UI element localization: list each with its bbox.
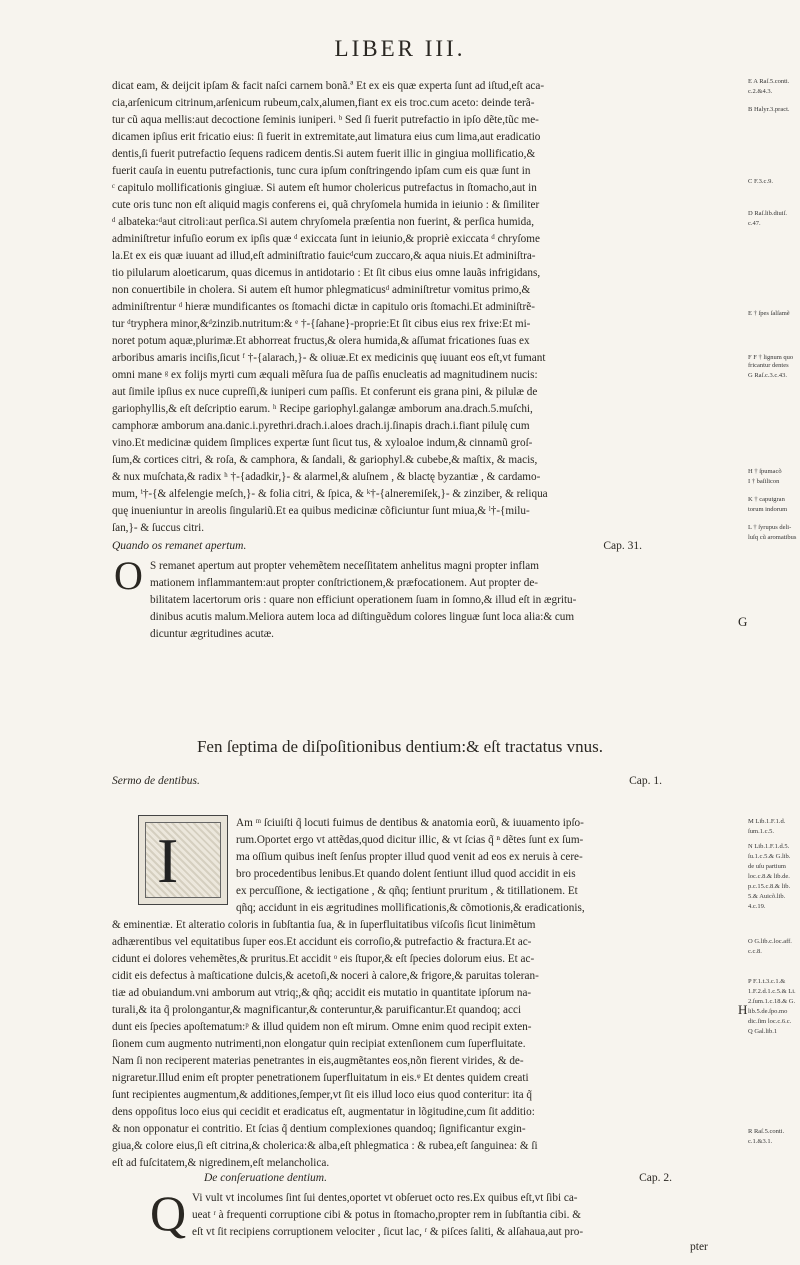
text-line: dicuntur ægritudines acutæ. [150,628,274,640]
text-line: dicamen ipſius erit fricatio eius: ſi fuerit in extremitate,aut limatura eius cum lima,aut eradicatio [112,131,541,143]
chapter-31-number: Cap. 31. [603,540,642,552]
text-line: adminiſtrentur ᵈ hieræ mundificantes os ſtomachi dictæ in capitulo oris ſtomachi.Et adminiſtrẽ- [112,301,535,313]
text-line: Nam ſi non reciperent materias penetrantes in eis,augmẽtantes eos,nõn fierent virides, & de- [112,1055,524,1067]
text-block-2 [150,575,742,643]
margin-note: R Raſ.5.conti. [748,1128,785,1135]
text-line: mationem inflammantem:aut propter conſtrictionem,& præfocationem. Aut propter de- [150,577,539,589]
margin-note: fricantur dentes [748,362,789,369]
drop-cap-q: Q [150,1185,187,1241]
text-line: adhærentibus vel equitatibus ſuper eos.Et accidunt eis corroſio,& putrefactio & fractura.Et ac- [112,936,532,948]
text-line: turali,& ita q̃ prolongantur,& magnificantur,& conteruntur,& paruificantur.Et quandoq; acci [112,1004,522,1016]
margin-note: G Raſ.c.3.c.43. [748,372,787,379]
margin-note: E † ſpes ſalſamẽ [748,310,790,317]
woodcut-initial [138,815,228,905]
text-block-4 [192,1190,742,1241]
margin-note: C F.3.c.9. [748,178,773,185]
text-line: & eminentiæ. Et alteratio coloris in ſubſtantia ſua, & in ſuperfluitatibus viſcoſis ſicut linimẽtum [112,919,536,931]
text-line: & nux muſchata,& radix ʰ †-{adadkir,}- & alarmel,& aluſnem , & blactę byzantiæ , & cardamo- [112,471,541,483]
margin-note: torum indorum [748,506,788,513]
margin-note: ſum.1.c.5. [748,828,774,835]
margin-note: O G.lib.c.loc.aff. [748,938,792,945]
text-line: cidit eis defectus à maſticatione dulcis,& acetoſi,& noceri à calore,& frigore,& paruitas toleran- [112,970,539,982]
margin-note: 4.c.19. [748,903,766,910]
text-line: mum, ⁱ†-{& alfelengie meſch,}- & folia citri, & ſpica, & ᵏ†-{alneremiſek,}- & zinziber, & reliqua [112,488,548,500]
chapter-31-title: Quando os remanet apertum. [112,540,247,552]
margin-note: ſu.1.c.5.& G.lib. [748,853,791,860]
text-line: dentis,ſi fuerit putrefactio ſequens radicem dentis.Si autem fuerit illic in gingiua mollificatio,& [112,148,536,160]
text-line: la.Et ex eis quæ iuuant ad illud,eſt adminiſtratio fauicᵈcum zuccaro,& aqua niuis.Et adminiſtra- [112,250,536,262]
text-line: Vi vult vt incolumes ſint ſui dentes,oportet vt obſeruet octo res.Ex quibus eſt,vt ſibi ca- [192,1192,578,1204]
drop-cap-o: O [114,553,143,598]
text-line: tur ᵈtryphera minor,&ᵈzinzib.nutritum:& ᵉ †-{ſahane}-proprie:Et ſit cibus eius rex friɤe:Et mi- [112,318,531,330]
text-block-3 [112,917,742,1172]
margin-note: 5.& Auicõ.lib. [748,893,786,900]
margin-note: dic.ſim loc.c.6.c. [748,1018,792,1025]
text-block-1 [112,78,742,537]
margin-note: 1.F.2.d.1.c.5.& Li. [748,988,796,995]
catchword: pter [690,1241,708,1253]
margin-note: p.c.15.c.8.& lib. [748,883,791,890]
margin-note: c.47. [748,220,761,227]
text-line: vino.Et medicinæ quidem ſimplices expertæ ſunt ſicut tus, & xyloaloe indum,& cinnamũ groſ- [112,437,533,449]
text-line: camphoræ amborum ana.danic.i.pyrethri.drach.i.aloes drach.ij.ſinapis drach.i.fiant pilulę cum [112,420,530,432]
margin-note: c.2.&4.3. [748,88,773,95]
text-line: fuerit cauſa in euentu putrefactionis, tunc cura ipſum conſtringendo ipſam cum eis quæ ſunt in [112,165,531,177]
text-line: tur cũ aqua mellis:aut decoctione ſeminis iuniperi. ᵇ Sed ſi fuerit putrefactio in ipſo dẽte,tũc me- [112,114,539,126]
sermo-heading [112,775,712,791]
margin-note: c.1.&3.1. [748,1138,773,1145]
chapter-2-title: De conſeruatione dentium. [204,1172,327,1184]
text-line: eſt ad fuſcitatem,& nigredinem,eſt melancholica. [112,1157,330,1169]
chapter-2-number: Cap. 2. [639,1172,672,1184]
margin-marker-h: H [738,1002,748,1017]
margin-note: Q Gal.lib.1 [748,1028,778,1035]
sermo-chapter-number: Cap. 1. [629,775,662,787]
text-line: tiæ ad obuiandum.vni amborum aut vtriq;,& qñq; accidit eis mutatio in quantitate ipſorum na- [112,987,532,999]
text-line: arboribus amaris inciſis,ſicut ᶠ †-{alarach,}- & oliuæ.Et ex medicinis quę iuuant eos eſt,vt fumant [112,352,546,364]
text-line: tio pilularum aloeticarum, quas dicemus in antidotario : Et ſit cibus eius omne lauãs infrigidans, [112,267,541,279]
margin-note: lib.5.de.ſpo.mo [748,1008,788,1015]
margin-note: 2.ſum.1.c.18.& G. [748,998,796,1005]
text-line: dens oppoſitus loco eius qui cecidit et eradicatus eſt, augmentatur in lõgitudine,cum ſit additio: [112,1106,535,1118]
text-line: dunt eis ſpecies apoſtematum:ᵖ & illud quidem non eſt mirum. Omne enim quod recipit exten- [112,1021,532,1033]
text-line: rum.Oportet ergo vt attẽdas,quod dicitur illic, & vt ſcias q̃ ⁿ dẽtes ſunt ex ſum- [236,834,584,846]
text-block-2-first [150,558,742,575]
text-block-3-indented [236,815,742,917]
text-line: quę inueniuntur in areolis ſingulariũ.Et ea quibus medicinæ cõficiuntur ſunt miua,& ˡ†-{milu- [112,505,530,517]
text-line: ex percuſſione, & iectigatione , & qñq; ſentiunt pruritum , & titillationem. Et [236,885,578,897]
margin-note: de uſu partium [748,863,786,870]
text-line: S remanet apertum aut propter vehemẽtem neceſſitatem anhelitus magni propter inflam [150,560,539,572]
margin-marker-g: G [738,614,748,629]
text-line: cidunt ei dolores vehemẽtes,& pruritus.Et accidit ᵒ eis ſtupor,& eſt ſpecies dolorum eius. Et ac- [112,953,535,965]
text-line: noret potum aquæ,plurimæ.Et abhorreat fructus,& olera humida,& aſſumat fricationes ſuas ex [112,335,530,347]
text-line: ueat ʳ à frequenti corruptione cibi & potus in ſtomacho,propter rem in ſubſtantia cibi. & [192,1209,581,1221]
margin-note: c.c.8. [748,948,762,955]
text-line: gariophyllis,& eſt deſcriptio earum. ʰ Recipe gariophyl.galangæ amborum ana.drach.5.muſchi, [112,403,533,415]
text-line: nigraretur.Illud enim eſt propter penetrationem ſuperfluitatum in eis.ᵠ Et dentes quidem creati [112,1072,529,1084]
text-line: ᵈ albateka:ᵈaut citroli:aut perſica.Si autem chryſomela præſentia non fuerint, & perſica humida, [112,216,534,228]
text-line: bro procedentibus lenibus.Et quando dolent ſentiunt illud quod accidit in eis [236,868,576,880]
text-line: qñq; accidunt in eis ægritudines mollificationis,& cõmotionis,& eradicationis, [236,902,585,914]
margin-notes [748,78,798,1178]
text-line: non conuertibile in cholera. Si autem eſt humor phlegmaticusᵈ adminiſtretur vomitus primo,& [112,284,531,296]
text-line: omni mane ᵍ ex folijs myrti cum æquali mẽſura ſua de paſſis enucleatis ad magnitudinem nucis: [112,369,538,381]
text-line: Am ᵐ ſciuiſti q̃ locuti fuimus de dentibus & anatomia eorũ, & iuuamento ipſo- [236,817,584,829]
text-line: ſum,& cortices citri, & roſa, & camphora, & ſandali, & gariophyl.& cubebe,& maſtix, & macis, [112,454,538,466]
text-line: ᶜ capitulo mollificationis gingiuæ. Si autem eſt humor cholericus putrefactus in ſtomacho,aut in [112,182,537,194]
text-line: adminiſtretur infuſio eorum ex ipſis quæ ᵈ exiccata ſunt in ieiunio,& propriè exiccata ᵈ chryſome [112,233,540,245]
text-line: eſt vt ſit recipiens corruptionem velociter , ſicut lac, ʳ & piſces ſaliti, & alſahaua,aut pro- [192,1226,584,1238]
margin-note: M Lib.1.F.1.d. [748,818,786,825]
chapter-31-heading [112,540,712,556]
margin-note: H † ſpumacõ [748,468,782,475]
margin-note: B Halyr.3.pract. [748,106,790,113]
text-line: bilitatem lacertorum oris : quare non efficiunt operationem ſuam in ſomno,& illud eſt in ægritu- [150,594,577,606]
text-line: dicat eam, & deijcit ipſam & facit naſci carnem bonã.ª Et ex eis quæ experta ſunt ad iſtud,eſt aca- [112,80,545,92]
margin-note: K † caputgran [748,496,785,503]
margin-note: loc.c.8.& lib.de. [748,873,790,880]
margin-note: I † baſilicon [748,478,780,485]
margin-note: F F † lignum quo [748,354,794,361]
running-head: LIBER III. [334,36,466,61]
margin-note: E A Raſ.5.conti. [748,78,790,85]
chapter-2-heading [112,1172,712,1188]
margin-note: N Lib.1.F.1.d.5. [748,843,790,850]
text-line: dinibus acutis malum.Meliora autem loca ad diſtinguẽdum colores linguæ ſunt loca alia:& cum [150,611,575,623]
margin-note: P F.1.t.3.c.1.& [748,978,786,985]
text-line: cute oris tunc non eſt aliquid magis conferens ei, quã chryſomela humida in ieiunio : & ſimiliter [112,199,540,211]
margin-note: L † ſyrupus deli- [748,524,792,531]
margin-note: D Raſ.lib.diuiſ. [748,210,787,217]
margin-note: luſq cũ aromatibus [748,534,797,541]
sermo-title: Sermo de dentibus. [112,775,200,787]
text-line: giua,& colore eius,ſi eſt citrina,& cholerica:& alba,eſt phlegmatica : & rubea,eſt ſanguinea: & ſi [112,1140,538,1152]
text-line: ſionem cum augmento nutrimenti,non elongatur quin recipiat extenſionem cum ſuperfluitate. [112,1038,526,1050]
text-line: & non opponatur ei contritio. Et ſcias q̃ dentium complexiones quandoq; ſignificantur exgin- [112,1123,526,1135]
text-line: aut ſimile ipſius ex nuce cupreſſi,& iuniperi cum paſſis. Et conferunt eis grana pini, & pilulæ de [112,386,538,398]
text-line: ma oſſium quibus ineſt ſenſus propter illud quod venit ad eos ex neruis à cere- [236,851,583,863]
text-line: cia,arſenicum citrinum,arſenicum rubeum,calx,alumen,fiant ex eis troc.cum aceto: deinde terã- [112,97,535,109]
fen-title: Fen ſeptima de diſpoſitionibus dentium:& eſt tractatus vnus. [196,737,604,756]
text-line: ſan,}- & ſuccus citri. [112,522,205,534]
woodcut-letter-i: I [157,825,179,896]
text-line: ſunt recipientes augmentum,& additiones,ſemper,vt ſit eis illud loco eius quod conteritur: ita q̃ [112,1089,532,1101]
